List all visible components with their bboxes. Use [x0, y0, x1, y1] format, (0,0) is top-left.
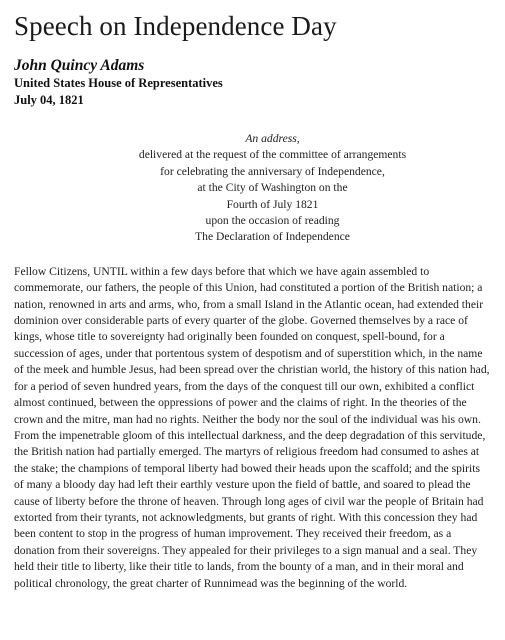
venue-line: United States House of Representatives — [14, 76, 223, 90]
address-line: delivered at the request of the committee of arrangements — [138, 148, 407, 162]
date-line: July 04, 1821 — [14, 93, 84, 107]
page-title: Speech on Independence Day — [14, 11, 337, 41]
author-name: John Quincy Adams — [14, 57, 145, 74]
speech-paragraph: Fellow Citizens, UNTIL within a few days before that which we have again assembled to commemorate, our fathers, the people of this Union, had constituted a portion of the British nation; a nation, renowned in arts and arms, who, from a small Island in the Atlantic ocean, had extended their dominion over considerable parts of every quarter of the globe. Governed themselves by a race of kings, whose title to sovereignty had originally been founded on conquest, spell-bound, for a succession of ages, under that portentous system of despotism and of superstition which, in the name of the meek and humble Jesus, had been spread over the christian world, the history of this nation had, for a period of seven hundred years, from the days of the conquest till our own, exhibited a conflict almost continued, between the oppressions of power and the claims of right. In the theories of the crown and the mitre, man had no rights. Neither the body nor the soul of the individual was his own. From the impenetrable gloom of this intellectual darkness, and the deep degradation of this servitude, the British nation had partially emerged. The martyrs of religious freedom had consumed to ashes at the stake; the champions of temporal liberty had bowed their heads upon the scaffold; and the spirits of many a bloody day had left their earthly vesture upon the field of battle, and soared to plead the cause of liberty before the throne of heaven. Through long ages of civil war the people of Britain had extorted from their tyrants, not acknowledgments, but grants of right. With this concession they had been content to stop in the progress of human improvement. They received their freedom, as a donation from their sovereigns. They appealed for their privileges to a sign manual and a seal. They held their title to liberty, like their title to lands, from the bounty of a man, and in their moral and political chronology, the great charter of Runnimead was the beginning of the world. — [14, 264, 490, 590]
address-line: The Declaration of Independence — [195, 230, 350, 244]
address-line: Fourth of July 1821 — [226, 197, 319, 211]
address-lead: An address, — [245, 132, 300, 145]
address-line: for celebrating the anniversary of Independence, — [160, 164, 385, 178]
address-block — [14, 131, 491, 246]
address-line: upon the occasion of reading — [205, 214, 340, 228]
address-line: at the City of Washington on the — [197, 181, 348, 195]
